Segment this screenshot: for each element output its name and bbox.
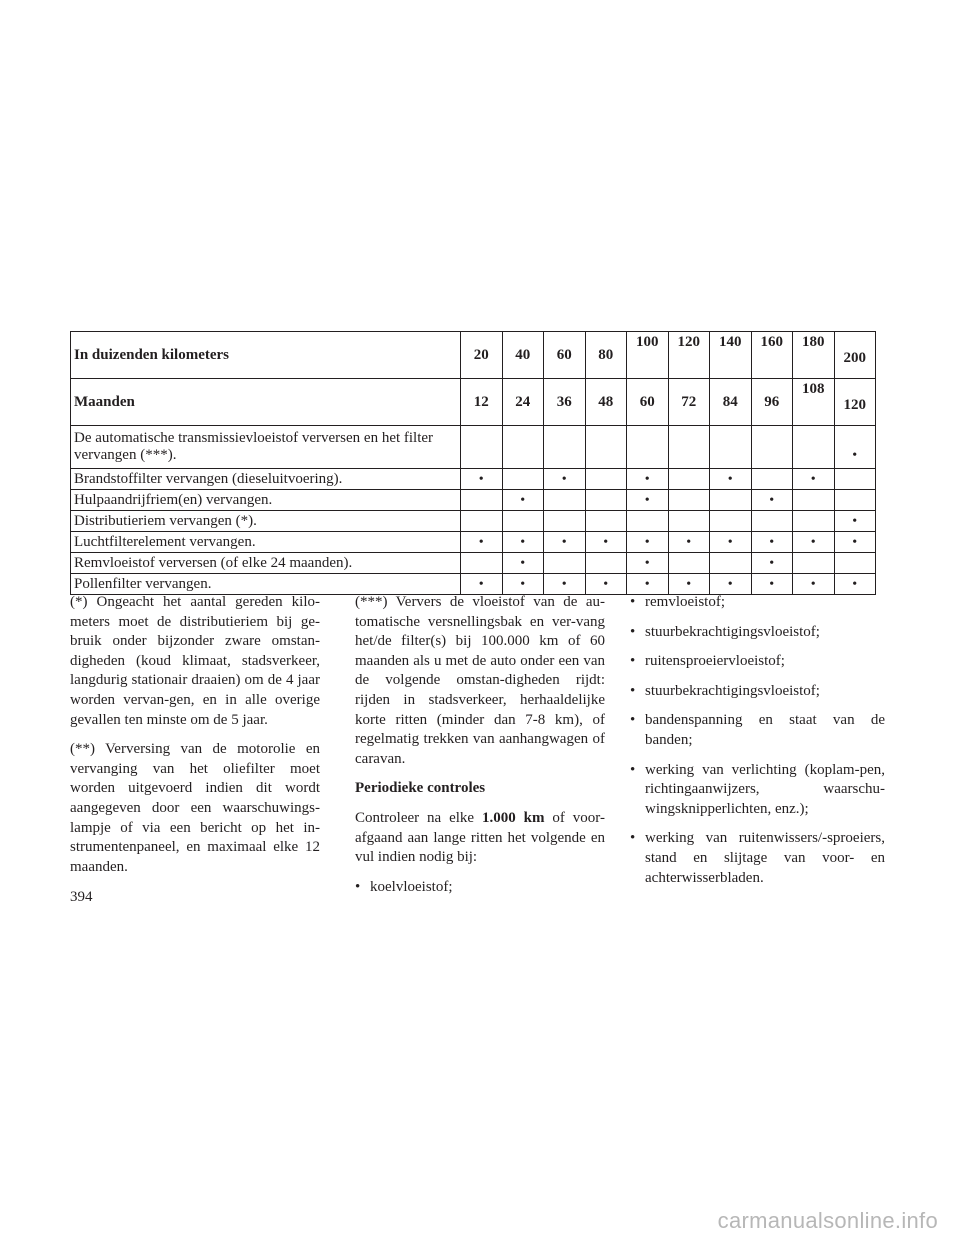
empty-cell [668, 469, 710, 490]
months-header-row-value: 48 [585, 379, 627, 426]
service-dot-icon: • [544, 532, 586, 553]
service-dot-icon: • [544, 574, 586, 595]
interval-1000km: 1.000 km [482, 809, 545, 826]
empty-cell [751, 469, 793, 490]
months-header-row-label: Maanden [71, 379, 461, 426]
empty-cell [585, 553, 627, 574]
check-list-item: • stuurbekrachtigingsvloeistof; [630, 682, 885, 702]
km-header-row-value: 180 [793, 332, 835, 379]
km-header-row-value: 200 [834, 332, 876, 379]
service-dot-icon: • [461, 532, 503, 553]
service-dot-icon: • [668, 574, 710, 595]
service-dot-icon: • [627, 490, 669, 511]
task-label: Hulpaandrijfriem(en) vervangen. [71, 490, 461, 511]
bullet-icon: • [630, 761, 636, 778]
check-list-continued [630, 593, 885, 888]
bullet-icon: • [630, 594, 636, 610]
service-dot-icon: • [834, 511, 876, 532]
km-header-row-value: 80 [585, 332, 627, 379]
task-label: Remvloeistof verversen (of elke 24 maanden). [71, 553, 461, 574]
empty-cell [710, 426, 752, 469]
check-list-item: • bandenspanning en staat van de banden; [630, 712, 885, 748]
bullet-icon: • [630, 653, 636, 670]
service-dot-icon: • [710, 469, 752, 490]
service-dot-icon: • [710, 532, 752, 553]
empty-cell [544, 426, 586, 469]
service-dot-icon: • [585, 574, 627, 595]
service-dot-icon: • [544, 469, 586, 490]
service-dot-icon: • [834, 532, 876, 553]
check-list-start [355, 878, 605, 898]
service-dot-icon: • [461, 574, 503, 595]
empty-cell [544, 511, 586, 532]
service-dot-icon: • [627, 553, 669, 574]
km-header-row-value: 120 [668, 332, 710, 379]
empty-cell [751, 511, 793, 532]
months-header-row-value: 60 [627, 379, 669, 426]
km-header-row-label: In duizenden kilometers [71, 332, 461, 379]
empty-cell [710, 511, 752, 532]
months-header-row-value: 12 [461, 379, 503, 426]
empty-cell [834, 490, 876, 511]
empty-cell [793, 511, 835, 532]
footnote-engine-oil: (**) Verversing van de motorolie en vervanging van het oliefilter moet worden uitgevoerd indien dit wordt aangegeven door een waarschuwings-lampje of via een bericht op het in-strumentenpaneel, en maximaal elke 12 maanden. [70, 741, 320, 875]
check-list-item: • ruitensproeiervloeistof; [630, 652, 885, 672]
months-header-row-value: 72 [668, 379, 710, 426]
bullet-icon: • [355, 878, 361, 895]
service-dot-icon: • [461, 469, 503, 490]
service-dot-icon: • [585, 532, 627, 553]
check-list-item: • koelvloeistof; [355, 878, 605, 898]
months-header-row [71, 379, 876, 426]
task-label: Brandstoffilter vervangen (dieseluitvoering). [71, 469, 461, 490]
table-row [71, 532, 876, 553]
empty-cell [461, 553, 503, 574]
table-row [71, 574, 876, 595]
empty-cell [585, 511, 627, 532]
check-list-item: • werking van ruitenwissers/-sproeiers, stand en slijtage van voor- en achterwisserbladen. [630, 830, 885, 886]
empty-cell [461, 426, 503, 469]
service-dot-icon: • [751, 490, 793, 511]
empty-cell [585, 469, 627, 490]
service-dot-icon: • [751, 532, 793, 553]
service-dot-icon: • [751, 553, 793, 574]
check-list-item: • stuurbekrachtigingsvloeistof; [630, 623, 885, 643]
empty-cell [544, 490, 586, 511]
task-label: De automatische transmissievloeistof verversen en het filter vervangen (***). [71, 426, 461, 469]
service-dot-icon: • [502, 532, 544, 553]
empty-cell [461, 511, 503, 532]
service-dot-icon: • [793, 469, 835, 490]
periodic-checks-intro: Controleer na elke 1.000 km of voor-afgaand aan lange ritten het volgende en vul indien nodig bij: [355, 809, 605, 866]
empty-cell [461, 490, 503, 511]
km-header-row-value: 20 [461, 332, 503, 379]
empty-cell [627, 426, 669, 469]
footnote-distribution-belt: (*) Ongeacht het aantal gereden kilo-meters moet de distributieriem bij ge-bruik onder bijzonder zware omstan-digheden (koud klimaat, stadsverkeer, langdurig stationair draaien) om de 4 jaar worden vervan-gen, en in alle overige gevallen ten minste om de 5 jaar. [70, 594, 320, 728]
empty-cell [710, 553, 752, 574]
km-header-row-value: 60 [544, 332, 586, 379]
table-row [71, 490, 876, 511]
bullet-icon: • [630, 682, 636, 699]
service-dot-icon: • [668, 532, 710, 553]
empty-cell [668, 426, 710, 469]
column-middle [355, 593, 605, 907]
service-dot-icon: • [751, 574, 793, 595]
service-dot-icon: • [627, 469, 669, 490]
maintenance-schedule-table [70, 331, 876, 595]
bullet-icon: • [630, 830, 636, 847]
bullet-icon: • [630, 623, 636, 640]
empty-cell [834, 469, 876, 490]
task-label: Pollenfilter vervangen. [71, 574, 461, 595]
months-header-row-value: 96 [751, 379, 793, 426]
empty-cell [502, 426, 544, 469]
km-header-row-value: 140 [710, 332, 752, 379]
table-row [71, 553, 876, 574]
service-dot-icon: • [834, 574, 876, 595]
months-header-row-value: 108 [793, 379, 835, 426]
service-dot-icon: • [793, 532, 835, 553]
check-list-item: • remvloeistof; [630, 593, 885, 613]
empty-cell [834, 553, 876, 574]
empty-cell [585, 426, 627, 469]
service-dot-icon: • [710, 574, 752, 595]
task-label: Distributieriem vervangen (*). [71, 511, 461, 532]
empty-cell [751, 426, 793, 469]
km-header-row-value: 100 [627, 332, 669, 379]
months-header-row-value: 84 [710, 379, 752, 426]
table-row [71, 426, 876, 469]
check-list-item: • werking van verlichting (koplam-pen, richtingaanwijzers, waarschu-wingsknipperlichten, enz.); [630, 761, 885, 817]
page-number: 394 [70, 889, 93, 905]
km-header-row-value: 160 [751, 332, 793, 379]
watermark-logo: carmanualsonline.info [717, 1208, 938, 1233]
service-dot-icon: • [502, 574, 544, 595]
task-label: Luchtfilterelement vervangen. [71, 532, 461, 553]
service-dot-icon: • [834, 426, 876, 469]
footnote-transmission-fluid: (***) Ververs de vloeistof van de au-tomatische versnellingsbak en ver-vang het/de filter(s) bij 100.000 km of 60 maanden als u met de auto onder een van de volgende omstan-digheden rijdt: rijden in stadsverkeer, herhaaldelijke korte ritten (minder dan 7-8 km), of regelmatig trekken van aanhangwagen of caravan. [355, 594, 605, 767]
table-row [71, 469, 876, 490]
empty-cell [544, 553, 586, 574]
empty-cell [710, 490, 752, 511]
km-header-row [71, 332, 876, 379]
column-left [70, 593, 320, 887]
km-header-row-value: 40 [502, 332, 544, 379]
empty-cell [793, 426, 835, 469]
months-header-row-value: 120 [834, 379, 876, 426]
service-dot-icon: • [793, 574, 835, 595]
column-right [630, 593, 885, 898]
bullet-icon: • [630, 712, 636, 729]
months-header-row-value: 36 [544, 379, 586, 426]
empty-cell [668, 553, 710, 574]
service-dot-icon: • [627, 574, 669, 595]
service-dot-icon: • [502, 553, 544, 574]
empty-cell [793, 553, 835, 574]
empty-cell [585, 490, 627, 511]
empty-cell [627, 511, 669, 532]
service-dot-icon: • [502, 490, 544, 511]
months-header-row-value: 24 [502, 379, 544, 426]
periodic-checks-heading: Periodieke controles [355, 780, 486, 797]
service-dot-icon: • [627, 532, 669, 553]
empty-cell [502, 469, 544, 490]
empty-cell [793, 490, 835, 511]
empty-cell [502, 511, 544, 532]
empty-cell [668, 490, 710, 511]
empty-cell [668, 511, 710, 532]
table-row [71, 511, 876, 532]
